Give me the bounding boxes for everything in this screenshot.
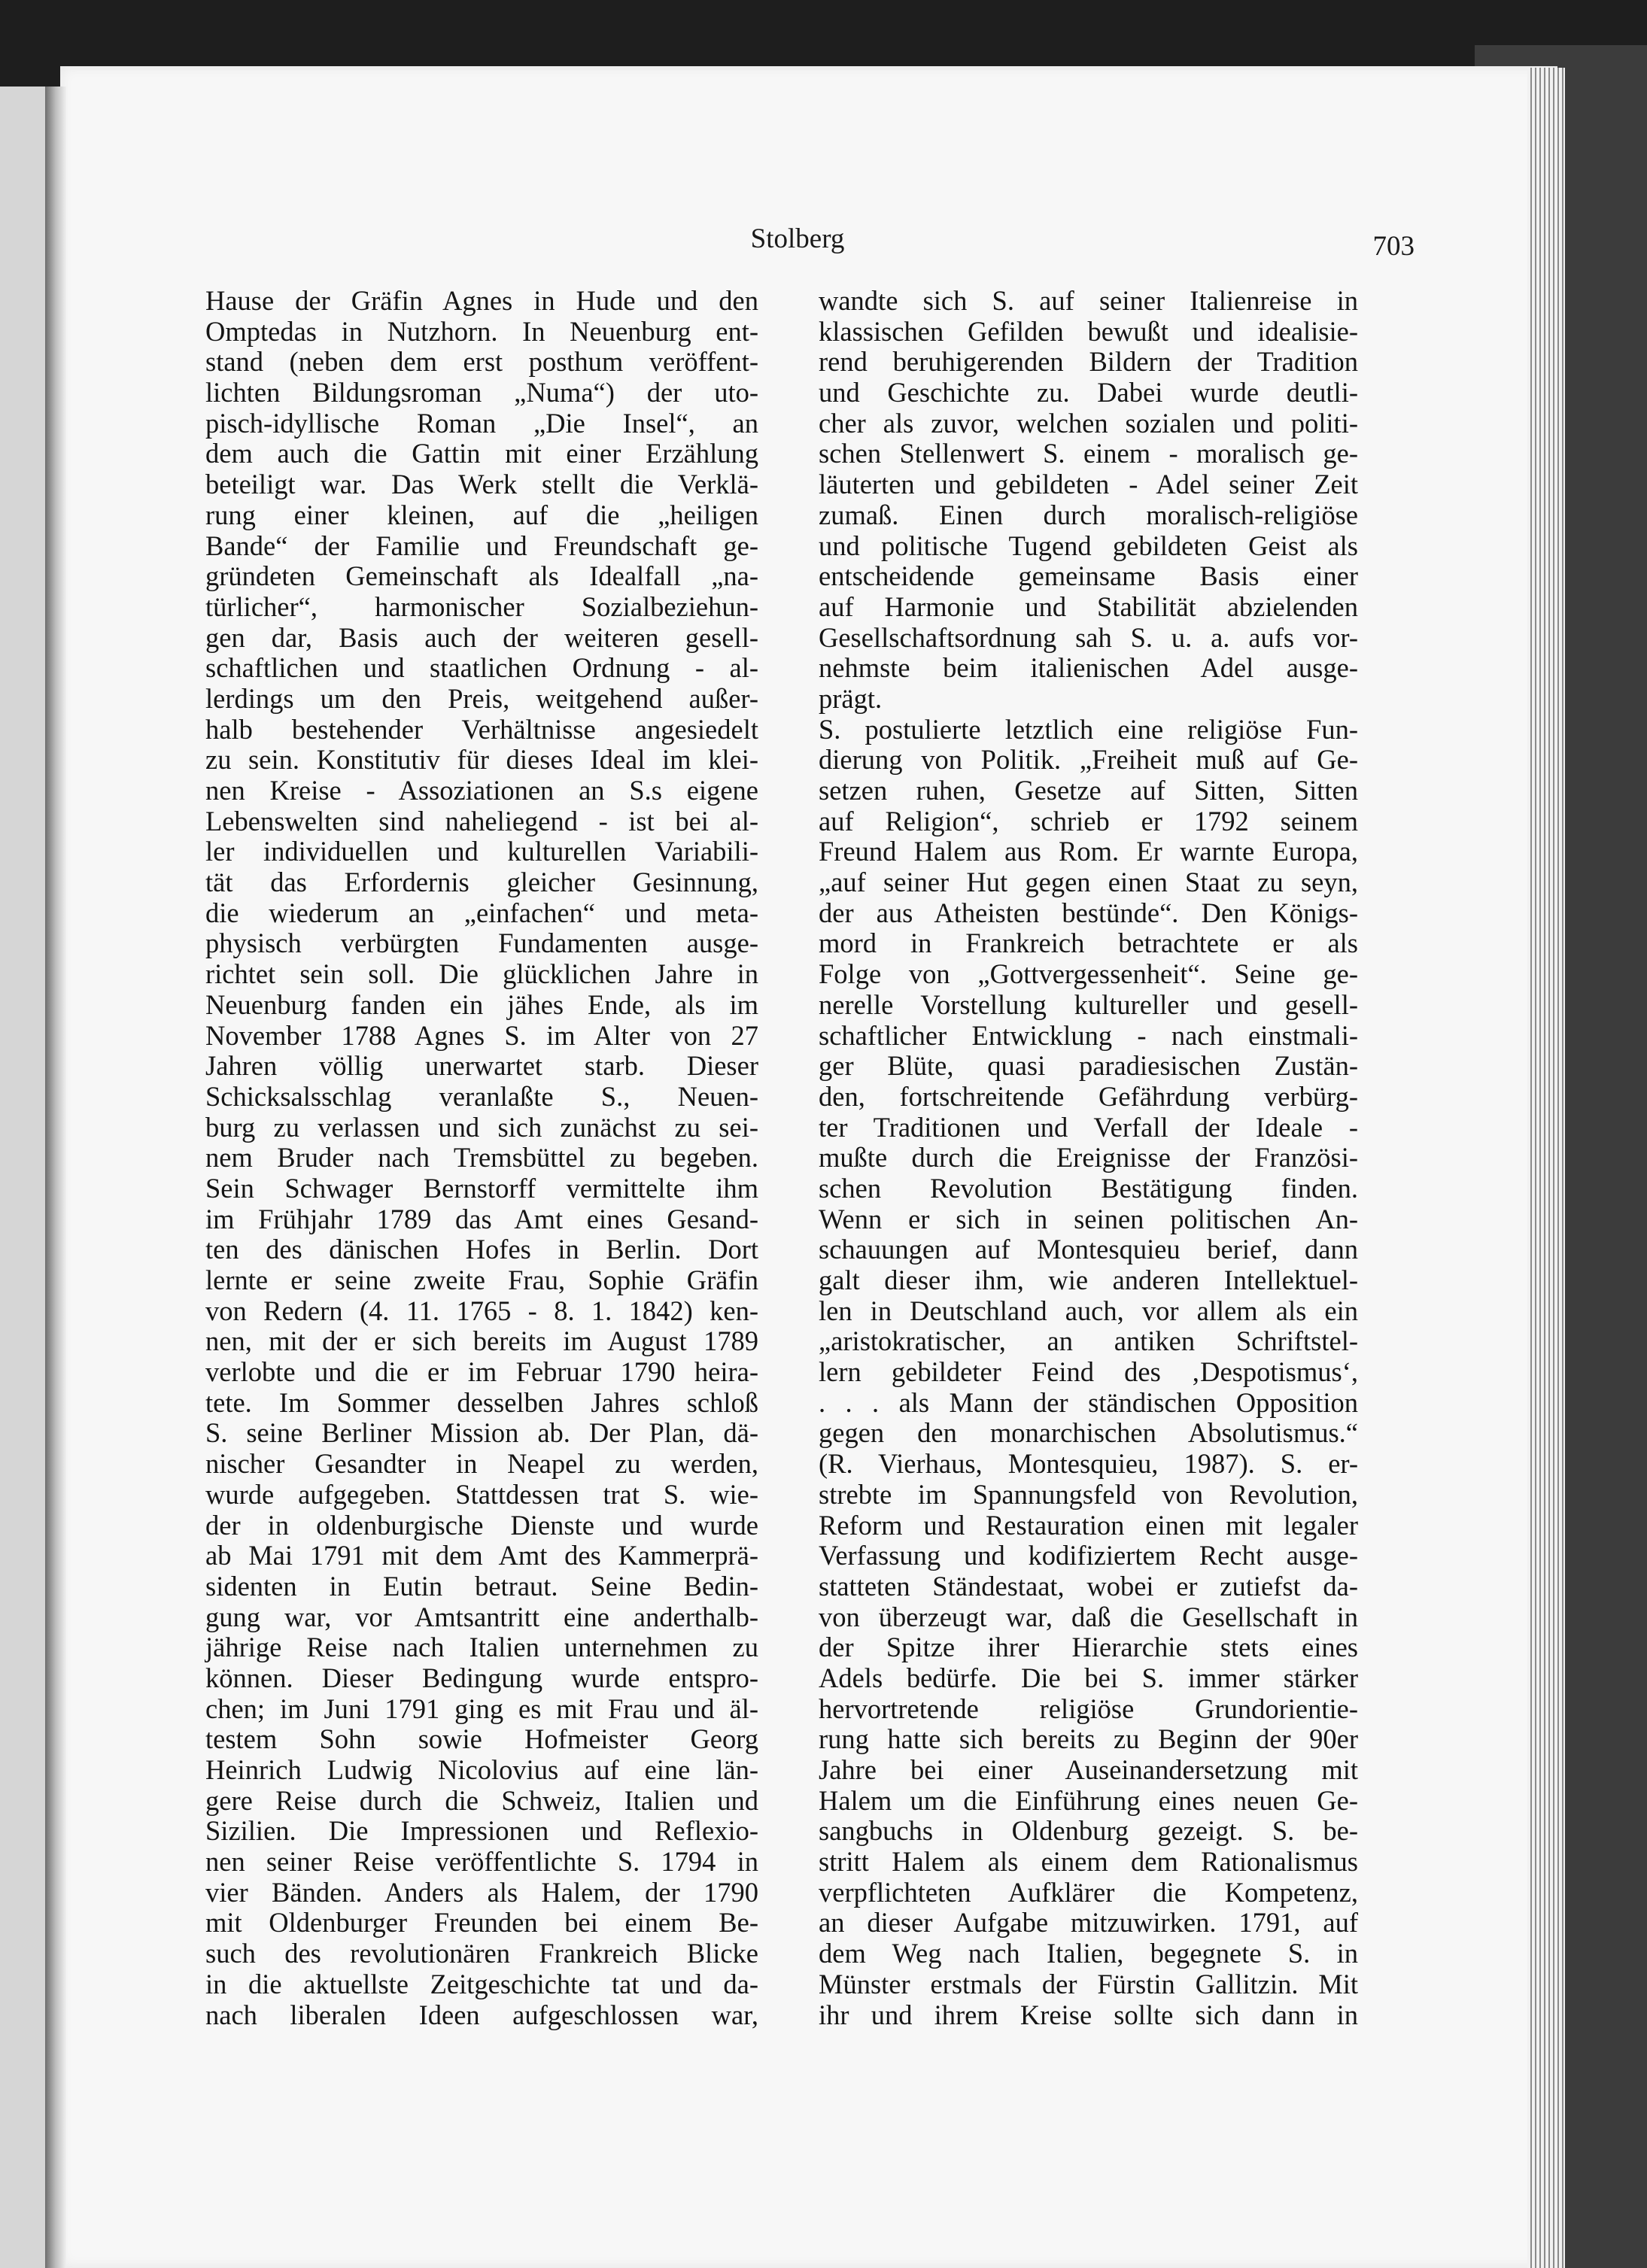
- text-line: die wiederum an „einfachen“ und meta-: [205, 897, 758, 928]
- text-column-right: [819, 286, 1358, 2030]
- book-gutter: [45, 87, 66, 2268]
- text-line: auf Harmonie und Stabilität abzielenden: [819, 591, 1358, 622]
- text-line: und Geschichte zu. Dabei wurde deutli-: [819, 377, 1358, 408]
- text-line: chen; im Juni 1791 ging es mit Frau und äl-: [205, 1693, 758, 1724]
- text-line: von Redern (4. 11. 1765 - 8. 1. 1842) ken-: [205, 1295, 758, 1326]
- text-line: Schicksalsschlag veranlaßte S., Neuen-: [205, 1080, 758, 1112]
- text-line: galt dieser ihm, wie anderen Intellektuel-: [819, 1265, 1358, 1295]
- text-line: (R. Vierhaus, Montesquieu, 1987). S. er-: [819, 1448, 1358, 1480]
- text-line: mord in Frankreich betrachtete er als: [819, 928, 1358, 959]
- text-line: rend beruhigerenden Bildern der Tradition: [819, 346, 1358, 378]
- text-line: Freund Halem aus Rom. Er warnte Europa,: [819, 836, 1358, 867]
- text-line: Hause der Gräfin Agnes in Hude und den: [205, 285, 758, 316]
- text-line: lichten Bildungsroman „Numa“) der uto-: [205, 377, 758, 408]
- text-line: Jahren völlig unerwartet starb. Dieser: [205, 1050, 758, 1082]
- text-line: türlicher“, harmonischer Sozialbeziehun-: [205, 591, 758, 622]
- text-line: gung war, vor Amtsantritt eine anderthalb-: [205, 1601, 758, 1632]
- text-line: verlobte und die er im Februar 1790 heira-: [205, 1356, 758, 1388]
- text-line: pisch-idyllische Roman „Die Insel“, an: [205, 407, 758, 439]
- text-line: schaftlicher Entwicklung - nach einstmali-: [819, 1019, 1358, 1051]
- text-line: strebte im Spannungsfeld von Revolution,: [819, 1478, 1358, 1510]
- text-line: wandte sich S. auf seiner Italienreise in: [819, 285, 1358, 316]
- text-line: sidenten in Eutin betraut. Seine Bedin-: [205, 1570, 758, 1602]
- text-line: prägt.: [819, 682, 883, 714]
- text-line: können. Dieser Bedingung wurde entspro-: [205, 1662, 758, 1693]
- text-line: setzen ruhen, Gesetze auf Sitten, Sitten: [819, 775, 1358, 806]
- text-line: der Spitze ihrer Hierarchie stets eines: [819, 1632, 1358, 1663]
- text-line: schaftlichen und staatlichen Ordnung - al-: [205, 652, 758, 684]
- text-line: vier Bänden. Anders als Halem, der 1790: [205, 1876, 758, 1908]
- text-line: halb bestehender Verhältnisse angesiedelt: [205, 713, 758, 745]
- text-line: ler individuellen und kulturellen Variabili-: [205, 836, 758, 867]
- text-line: Münster erstmals der Fürstin Gallitzin. Mit: [819, 1968, 1358, 1999]
- text-line: der aus Atheisten bestünde“. Den Königs-: [819, 897, 1358, 928]
- text-line: schen Revolution Bestätigung finden.: [819, 1172, 1358, 1204]
- text-line: an dieser Aufgabe mitzuwirken. 1791, auf: [819, 1907, 1358, 1939]
- text-line: gen dar, Basis auch der weiteren gesell-: [205, 621, 758, 653]
- text-line: schauungen auf Montesquieu berief, dann: [819, 1234, 1358, 1265]
- text-line: tete. Im Sommer desselben Jahres schloß: [205, 1386, 758, 1418]
- text-line: mit Oldenburger Freunden bei einem Be-: [205, 1907, 758, 1939]
- text-line: Halem um die Einführung eines neuen Ge-: [819, 1784, 1358, 1816]
- text-line: und politische Tugend gebildeten Geist als: [819, 530, 1358, 561]
- text-line: Reform und Restauration einen mit legaler: [819, 1509, 1358, 1541]
- text-line: den, fortschreitende Gefährdung verbürg-: [819, 1080, 1358, 1112]
- text-line: November 1788 Agnes S. im Alter von 27: [205, 1019, 758, 1051]
- text-line: stand (neben dem erst posthum veröffent-: [205, 346, 758, 378]
- text-line: statteten Ständestaat, wobei er zutiefst da-: [819, 1570, 1358, 1602]
- text-line: nach liberalen Ideen aufgeschlossen war,: [205, 1999, 758, 2030]
- text-line: lernte er seine zweite Frau, Sophie Gräfin: [205, 1265, 758, 1295]
- text-line: testem Sohn sowie Hofmeister Georg: [205, 1723, 758, 1755]
- text-line: ihr und ihrem Kreise sollte sich dann in: [819, 1999, 1358, 2030]
- text-line: beteiligt war. Das Werk stellt die Verklä-: [205, 469, 758, 500]
- text-line: dierung von Politik. „Freiheit muß auf Ge-: [819, 744, 1358, 776]
- text-line: nehmste beim italienischen Adel ausge-: [819, 652, 1358, 684]
- text-line: schen Stellenwert S. einem - moralisch ge-: [819, 438, 1358, 469]
- running-head: Stolberg: [750, 223, 845, 254]
- text-line: physisch verbürgten Fundamenten ausge-: [205, 928, 758, 959]
- text-line: gründeten Gemeinschaft als Idealfall „na-: [205, 560, 758, 592]
- text-line: in die aktuellste Zeitgeschichte tat und da-: [205, 1968, 758, 1999]
- page-number: 703: [1372, 231, 1415, 262]
- text-line: rung einer kleinen, auf die „heiligen: [205, 499, 758, 530]
- text-line: rung hatte sich bereits zu Beginn der 90er: [819, 1723, 1358, 1755]
- text-line: klassischen Gefilden bewußt und idealisie-: [819, 315, 1358, 347]
- text-line: Lebenswelten sind naheliegend - ist bei al-: [205, 805, 758, 836]
- text-line: ten des dänischen Hofes in Berlin. Dort: [205, 1234, 758, 1265]
- text-line: auf Religion“, schrieb er 1792 seinem: [819, 805, 1358, 836]
- text-line: Bande“ der Familie und Freundschaft ge-: [205, 530, 758, 561]
- text-line: Gesellschaftsordnung sah S. u. a. aufs vor-: [819, 621, 1358, 653]
- text-line: lern gebildeter Feind des ‚Despotismus‘,: [819, 1356, 1358, 1388]
- text-line: cher als zuvor, welchen sozialen und politi-: [819, 407, 1358, 439]
- page-stack-edges: [1527, 68, 1565, 2268]
- text-line: Adels bedürfe. Die bei S. immer stärker: [819, 1662, 1358, 1693]
- text-line: such des revolutionären Frankreich Blicke: [205, 1938, 758, 1969]
- text-line: dem auch die Gattin mit einer Erzählung: [205, 438, 758, 469]
- text-line: „auf seiner Hut gegen einen Staat zu seyn,: [819, 867, 1358, 898]
- text-line: „aristokratischer, an antiken Schriftstel-: [819, 1325, 1358, 1357]
- text-line: len in Deutschland auch, vor allem als ein: [819, 1295, 1358, 1326]
- text-line: nerelle Vorstellung kultureller und gesell-: [819, 988, 1358, 1020]
- text-line: im Frühjahr 1789 das Amt eines Gesand-: [205, 1203, 758, 1234]
- text-line: S. postulierte letztlich eine religiöse Fun-: [819, 713, 1358, 745]
- text-line: zu sein. Konstitutiv für dieses Ideal im klei-: [205, 744, 758, 776]
- text-line: ger Blüte, quasi paradiesischen Zustän-: [819, 1050, 1358, 1082]
- text-line: Heinrich Ludwig Nicolovius auf eine län-: [205, 1754, 758, 1785]
- text-line: zumaß. Einen durch moralisch-religiöse: [819, 499, 1358, 530]
- text-line: Wenn er sich in seinen politischen An-: [819, 1203, 1358, 1234]
- text-line: S. seine Berliner Mission ab. Der Plan, dä-: [205, 1417, 758, 1449]
- text-line: richtet sein soll. Die glücklichen Jahre in: [205, 958, 758, 990]
- text-line: Sein Schwager Bernstorff vermittelte ihm: [205, 1172, 758, 1204]
- text-line: entscheidende gemeinsame Basis einer: [819, 560, 1358, 592]
- text-line: Verfassung und kodifiziertem Recht ausge-: [819, 1540, 1358, 1571]
- text-line: mußte durch die Ereignisse der Französi-: [819, 1142, 1358, 1173]
- text-line: gegen den monarchischen Absolutismus.“: [819, 1417, 1358, 1449]
- text-line: . . . als Mann der ständischen Opposition: [819, 1386, 1358, 1418]
- text-line: tät das Erfordernis gleicher Gesinnung,: [205, 867, 758, 898]
- text-line: stritt Halem als einem dem Rationalismus: [819, 1846, 1358, 1878]
- text-line: Sizilien. Die Impressionen und Reflexio-: [205, 1815, 758, 1847]
- text-line: nen seiner Reise veröffentlichte S. 1794 in: [205, 1846, 758, 1878]
- text-line: sangbuchs in Oldenburg gezeigt. S. be-: [819, 1815, 1358, 1847]
- text-line: ter Traditionen und Verfall der Ideale -: [819, 1111, 1358, 1143]
- text-line: nen, mit der er sich bereits im August 1789: [205, 1325, 758, 1357]
- text-line: nen Kreise - Assoziationen an S.s eigene: [205, 775, 758, 806]
- text-line: gere Reise durch die Schweiz, Italien und: [205, 1784, 758, 1816]
- text-line: dem Weg nach Italien, begegnete S. in: [819, 1938, 1358, 1969]
- text-line: nischer Gesandter in Neapel zu werden,: [205, 1448, 758, 1480]
- text-line: von überzeugt war, daß die Gesellschaft in: [819, 1601, 1358, 1632]
- text-column-left: [205, 286, 758, 2030]
- text-line: jährige Reise nach Italien unternehmen zu: [205, 1632, 758, 1663]
- text-line: läuterten und gebildeten - Adel seiner Zeit: [819, 469, 1358, 500]
- text-line: ab Mai 1791 mit dem Amt des Kammerprä-: [205, 1540, 758, 1571]
- text-line: der in oldenburgische Dienste und wurde: [205, 1509, 758, 1541]
- text-line: lerdings um den Preis, weitgehend außer-: [205, 682, 758, 714]
- text-line: wurde aufgegeben. Stattdessen trat S. wie-: [205, 1478, 758, 1510]
- text-line: Folge von „Gottvergessenheit“. Seine ge-: [819, 958, 1358, 990]
- text-line: Neuenburg fanden ein jähes Ende, als im: [205, 988, 758, 1020]
- text-line: hervortretende religiöse Grundorientie-: [819, 1693, 1358, 1724]
- text-line: verpflichteten Aufklärer die Kompetenz,: [819, 1876, 1358, 1908]
- text-line: Omptedas in Nutzhorn. In Neuenburg ent-: [205, 315, 758, 347]
- text-line: burg zu verlassen und sich zunächst zu sei-: [205, 1111, 758, 1143]
- text-line: Jahre bei einer Auseinandersetzung mit: [819, 1754, 1358, 1785]
- text-line: nem Bruder nach Tremsbüttel zu begeben.: [205, 1142, 758, 1173]
